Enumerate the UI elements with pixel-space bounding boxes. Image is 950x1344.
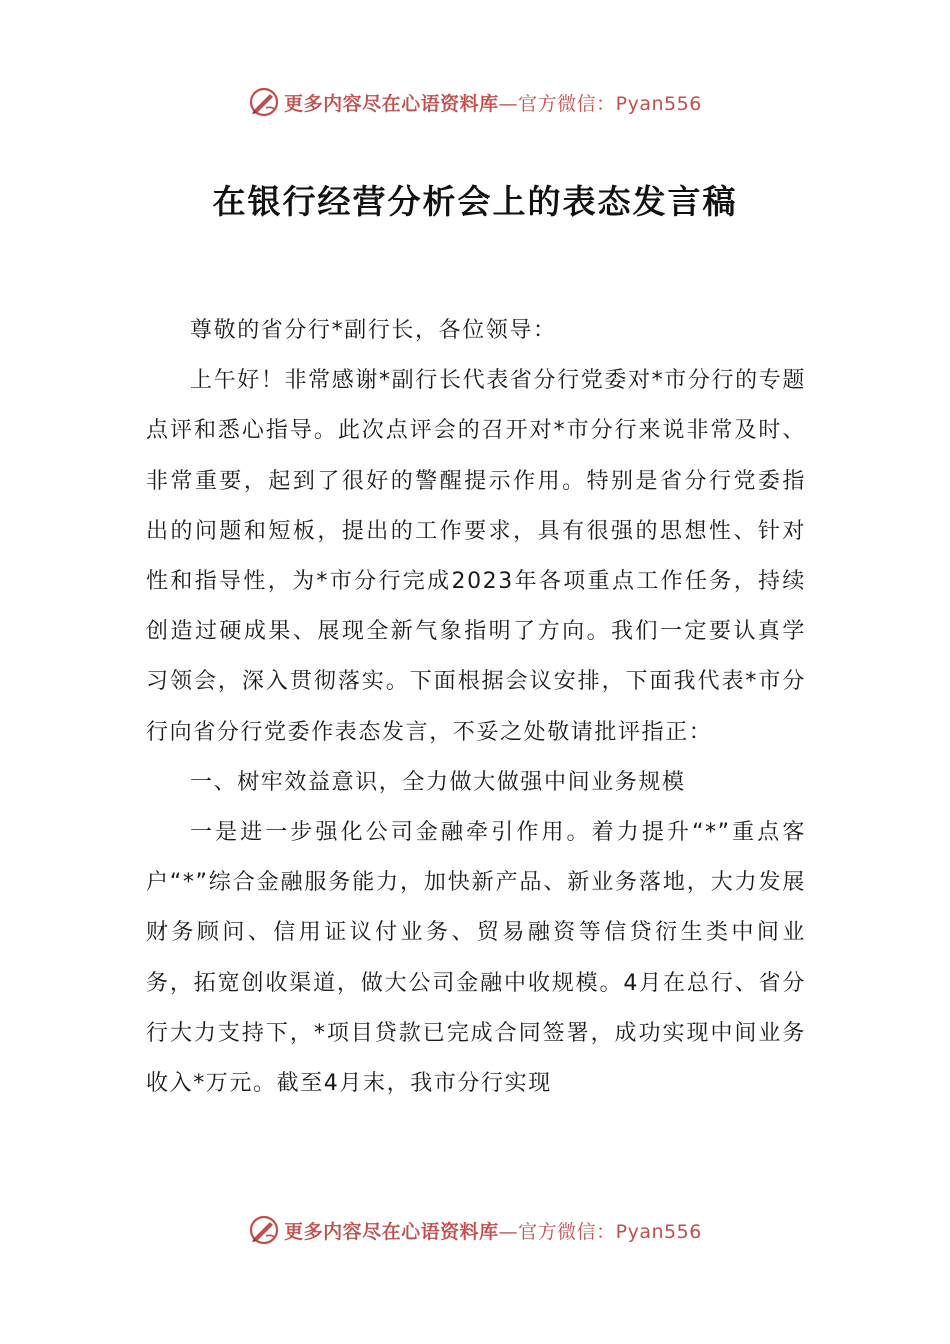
header-banner <box>0 82 950 122</box>
salutation: 尊敬的省分行*副行长，各位领导： <box>190 318 557 343</box>
banner-separator: — <box>498 1220 519 1243</box>
banner-wechat: 官方微信：Pyan556 <box>518 1220 702 1243</box>
banner-separator: — <box>498 92 519 115</box>
paragraph-point-1: 一是进一步强化公司金融牵引作用。着力提升“*”重点客户“*”综合金融服务能力，加快新产品、新业务落地，大力发展财务顾问、信用证议付业务、贸易融资等信贷衍生类中间业务，拓宽创收渠道，做大公司金融中收规模。4月在总行、省分行大力支持下，*项目贷款已完成合同签署，成功实现中间业务收入*万元。截至4月末，我市分行实现 <box>146 820 806 1097</box>
banner-wechat: 官方微信：Pyan556 <box>518 92 702 115</box>
banner-text <box>284 1217 702 1244</box>
pen-logo-icon <box>248 86 280 118</box>
page-title: 在银行经营分析会上的表态发言稿 <box>212 182 738 221</box>
paragraph-greeting: 上午好！非常感谢*副行长代表省分行党委对*市分行的专题点评和悉心指导。此次点评会的召开对*市分行来说非常及时、非常重要，起到了很好的警醒提示作用。特别是省分行党委指出的问题和短板，提出的工作要求，具有很强的思想性、针对性和指导性，为*市分行完成2023年各项重点工作任务，持续创造过硬成果、展现全新气象指明了方向。我们一定要认真学习领会，深入贯彻落实。下面根据会议安排，下面我代表*市分行向省分行党委作表态发言，不妥之处敬请批评指正： <box>146 368 806 745</box>
document-body <box>146 306 806 1109</box>
banner-text <box>284 89 702 116</box>
footer-banner <box>0 1210 950 1250</box>
banner-brand: 更多内容尽在心语资料库 <box>284 1220 499 1243</box>
pen-logo-icon <box>248 1214 280 1246</box>
section-heading-1: 一、树牢效益意识，全力做大做强中间业务规模 <box>190 769 686 795</box>
banner-brand: 更多内容尽在心语资料库 <box>284 92 499 115</box>
